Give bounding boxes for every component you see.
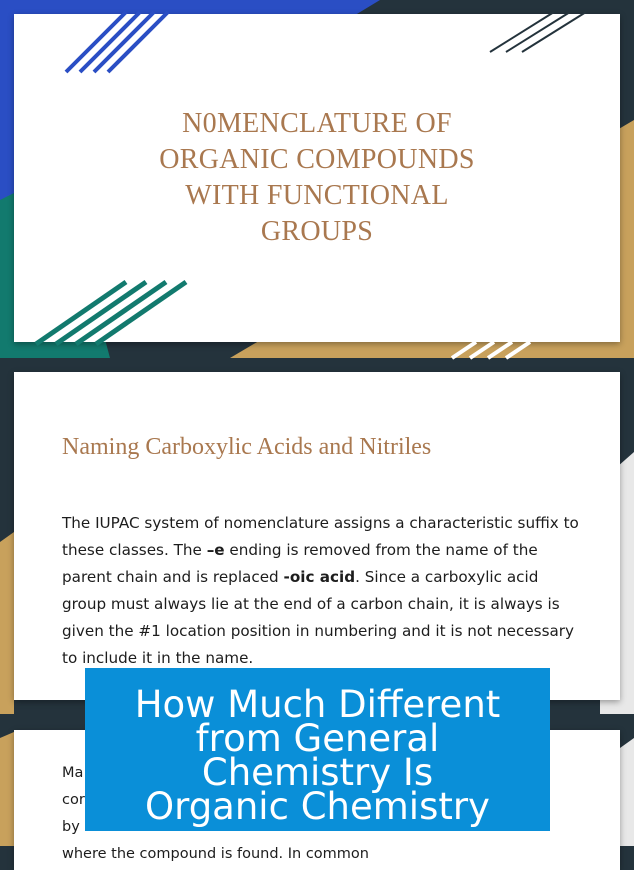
paragraph-bold-text: -oic acid bbox=[283, 568, 356, 586]
paragraph-line: where the compound is found. In common bbox=[62, 846, 369, 862]
paragraph-line: Ma bbox=[62, 765, 84, 781]
slide-1 bbox=[0, 0, 634, 358]
paragraph-bold-text: –e bbox=[206, 541, 225, 559]
paragraph-text: The IUPAC system of nomenclature assigns a characteristic suffix to these classes. The bbox=[62, 514, 579, 559]
paragraph-text: ending is removed from the name of the parent chain and is replaced bbox=[62, 541, 538, 586]
overlay-caption-box bbox=[85, 668, 550, 831]
light-right-shape bbox=[620, 738, 634, 846]
overlay-caption bbox=[85, 683, 550, 828]
caption-line: from General bbox=[195, 717, 440, 760]
title-line: WITH FUNCTIONAL bbox=[185, 180, 449, 211]
white-stripes-bottom bbox=[0, 0, 634, 358]
gold-left-shape bbox=[0, 732, 14, 846]
caption-line: Organic Chemistry bbox=[145, 785, 490, 828]
paragraph-text: . Since a carboxylic acid group must always lie at the end of a carbon chain, it is always is given the #1 location position in numbering and it is not necessary to include it in the name. bbox=[62, 568, 575, 667]
title-line: N0MENCLATURE OF bbox=[182, 108, 452, 139]
paragraph-line: cor bbox=[62, 792, 85, 808]
caption-line: Chemistry Is bbox=[201, 751, 434, 794]
slide-paragraph bbox=[62, 510, 582, 672]
gold-left-shape bbox=[0, 532, 14, 714]
content-slide-card bbox=[14, 372, 620, 700]
title-line: ORGANIC COMPOUNDS bbox=[159, 144, 475, 175]
title-line: GROUPS bbox=[260, 216, 374, 247]
slide-heading: Naming Carboxylic Acids and Nitriles bbox=[62, 434, 432, 460]
caption-line: How Much Different bbox=[134, 683, 501, 726]
slide-2 bbox=[0, 362, 634, 714]
paragraph-line: by bbox=[62, 819, 80, 835]
